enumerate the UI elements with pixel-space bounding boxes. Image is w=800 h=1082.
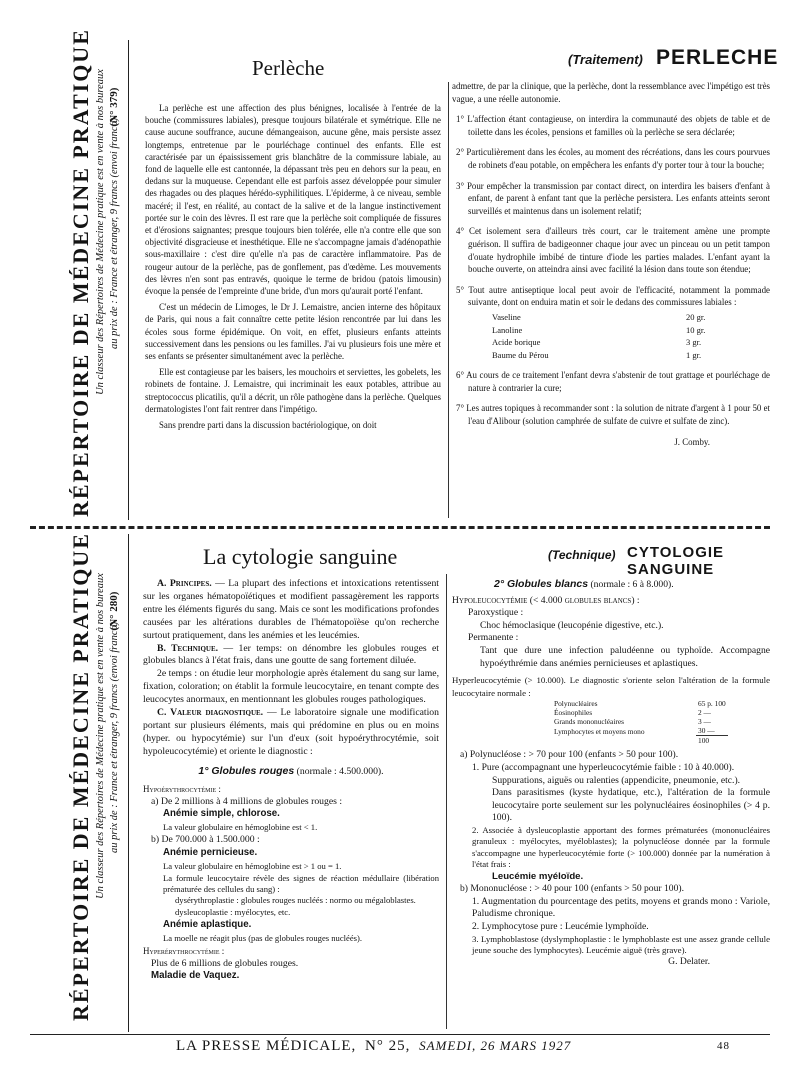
prescription-row [490,324,707,337]
prescription-row [490,311,707,324]
bottom-left-column [143,578,439,983]
percentage: 65 p. 100 [698,699,726,709]
article-title: Perlèche [252,56,325,80]
section-c [143,707,439,759]
section-name: CYTOLOGIE SANGUINE [627,544,725,578]
body-text: 2e temps : on étudie leur morphologie après étalement du sang sur lame, fixation, coloration; on établit la formule leucocytaire, en tenant compte des leucocytes anormaux, en mentionnant les globules rouges pathologiques. [143,668,439,706]
recommendation-item: 3° Pour empêcher la transmission par contact direct, on interdira les baisers d'enfant à enfant, de parent à enfant tant que la perlèche persistera. Les enfants atteints seront surveillés et maintenus dans un isolement relatif; [456,180,770,216]
issue-number: N° 25, [365,1038,411,1054]
top-right-column [452,80,770,448]
heading: C. Valeur diagnostique. [157,707,264,719]
ingredient: Lanoline [492,324,523,335]
diagnosis: Anémie simple, chlorose. [163,808,280,820]
item: Paroxystique : [468,607,524,619]
item: 2. Associée à dysleucoplastie apportant des formes prématurées (mononucléaires granuleux : myélocytes, myéloblastes); la polynucléose donnée par la formule s'accompagne une hyperleucocytémie forte (> 100.000) donnée par la numération à l'état frais : [472,824,770,870]
author-signature: J. Comby. [674,436,710,447]
formula-row [552,726,728,736]
ingredient: Baume du Pérou [492,349,549,360]
ingredient: Vaseline [492,311,521,322]
formula-row [552,699,728,708]
sidebar-title: RÉPERTOIRE DE MÉDECINE PRATIQUE [68,28,93,517]
item: Dans parasitismes (kyste hydatique, etc.), l'altération de la formule leucocytaire porte seulement sur les polynucléaires éosinophiles (> 4 p. 100). [492,787,770,824]
cell-type: Grands mononucléaires [554,717,624,727]
normal-value: (normale : 4.500.000). [296,765,384,777]
item: 1. Pure (accompagnant une hyperleucocytémie faible : 10 à 40.000). [472,761,735,773]
top-card [0,28,800,520]
quantity: 1 gr. [686,349,702,360]
author-signature: G. Delater. [668,956,710,968]
note: La formule leucocytaire révèle des signes de réaction médullaire (libération prématurée des cellules du sang) : [163,872,439,894]
diagnosis: Leucémie myéloïde. [492,870,584,882]
note: La valeur globulaire en hémoglobine est < 1. [163,822,318,833]
heading: B. Technique. [157,642,219,654]
heading: Hypoérythrocytémie : [143,783,221,794]
item: b) Mononucléose : > 40 pour 100 (enfants > 50 pour 100). [460,883,684,895]
heading: Hyperérythrocytémie : [143,945,225,956]
sidebar-subtitle: Un classeur des Répertoires de Médecine pratique est en vente à nos bureaux [95,573,106,899]
leukocyte-formula-table [552,699,728,745]
body-text: — La plupart des infections et intoxications retentissent sur les organes hématopoïétiques et modifient passagèrement les rapports entre les éléments figurés du sang. Mais ce sont les modifications profondes causées par les altérations durables de l'hématopoïèse qu'on recherche surtout pratiquement, dans les anémies et les leucémies. [143,578,439,641]
page-footer [176,1038,770,1055]
item: Suppurations, aiguës ou ralenties (appendicite, pneumonie, etc.). [492,774,741,786]
diagnosis: Anémie pernicieuse. [163,847,258,859]
total: 100 [698,736,710,746]
column-divider [446,574,447,1029]
formula-row [552,717,728,726]
heading: A. Principes. [157,578,212,589]
item: Choc hémoclasique (leucopénie digestive, etc.). [480,619,664,631]
heading: Hyperleucocytémie (> 10.000). Le diagnostic s'oriente selon l'altération de la formule leucocytaire normale : [452,675,770,698]
item: 1. Augmentation du pourcentage des petits, moyens et grands mono : Variole, Paludisme chronique. [472,895,770,920]
formula-row [552,708,728,717]
heading: Hypoleucocytémie (< 4.000 globules blancs) : [452,594,640,606]
subheading [452,578,770,592]
sidebar-subtitle: Un classeur des Répertoires de Médecine pratique est en vente à nos bureaux [95,69,106,395]
sidebar-number: (N° 379) [108,87,120,127]
sidebar-number: (N° 280) [108,591,120,631]
item: a) De 2 millions à 4 millions de globules rouges : [151,795,343,807]
sidebar-subtitle-price: au prix de : France et étranger, 9 francs (envoi franco). [109,115,120,349]
percentage: 3 — [698,717,711,727]
item: Plus de 6 millions de globules rouges. [151,957,299,969]
sidebar-subtitle-price: au prix de : France et étranger, 9 francs (envoi franco). [109,619,120,853]
note: La moelle ne réagit plus (pas de globules rouges nucléés). [163,932,363,943]
recommendation-item: 5° Tout autre antiseptique local peut avoir de l'efficacité, notamment la pommade suivante, dont on enduira matin et soir le dedans des commissures labiales : [456,284,770,308]
recommendation-item: 6° Au cours de ce traitement l'enfant devra s'abstenir de tout grattage et pourléchage de nature à contrarier la cure; [456,370,770,393]
section-tag: (Traitement) [568,52,643,67]
prescription-table [490,311,707,361]
page-number: 48 [717,1040,730,1052]
recommendation-item: 2° Particulièrement dans les écoles, au moment des récréations, dans les cours pourvues de robinets d'eau potable, on empêchera les enfants d'y porter tour à tour la bouche; [456,147,770,170]
cell-type: Polynucléaires [554,699,598,709]
normal-value: (normale : 6 à 8.000). [590,579,674,590]
cut-line [30,526,770,529]
item: Tant que dure une infection paludéenne ou typhoïde. Accompagne hypoéythrémie dans anémies pernicieuses et aplastiques. [480,644,770,669]
paragraph: Sans prendre parti dans la discussion bactériologique, on doit [159,420,377,431]
sidebar-title: RÉPERTOIRE DE MÉDECINE PRATIQUE [68,532,93,1021]
cell-type: Éosinophiles [554,708,593,718]
cell-type: Lymphocytes et moyens mono [554,726,645,736]
paragraph: La perlèche est une affection des plus bénignes, localisée à l'entrée de la bouche (commissures labiales), presque toujours bilatérale et symétrique. Elle ne cause aucune souffrance, aucune démangeaison, aucune gêne, mais persiste assez longtemps, entretenue par le pourléchage continuel des enfants. Elle est caractérisée par un épaississement gris blanchâtre de la commissure labiale, au fond de laquelle elle est cantonnée, la dépassant très peu en dehors sur la peau, en dedans sur la muqueuse. Cependant elle est parfois assez développée pour simuler des rhagades ou des plaques hérédo-syphilitiques. L'épiderme, à ce niveau, semble macéré; il l'est, en réalité, au contact de la salive et de la langue instinctivement portée sur le coin des lèvres. Il est rare que la perlèche soit compliquée de fissures et d'érosions saignantes; presque toujours bien tolérée, elle n'a contre elle que son objectivité disgracieuse et inesthétique. Elle ne s'accompagne jamais d'adénopathie sous-maxillaire : c'est dire qu'elle n'a pas de caractère inflammatoire. Pas de rougeur autour de la perlèche, pas de gonflement, pas d'œdème. Les mouvements des lèvres n'en sont pas entravés, quoique le terme de bridou (patois limousin) évoque la pensée de l'empreinte d'une bride, d'un mors qu'aurait porté l'enfant. [145,103,441,297]
formula-total-row [552,736,728,746]
journal-name: LA PRESSE MÉDICALE, [176,1038,357,1054]
section-b [143,643,439,669]
diagnosis: Anémie aplastique. [163,918,252,930]
note: La valeur globulaire en hémoglobine est > 1 ou = 1. [163,861,342,872]
percentage: 2 — [698,708,711,718]
item: 3. Lymphoblastose (dyslymphoplastie : le lymphoblaste est une assez grande cellule jeune souche des lymphocytes). Leucémie aiguë (très grave). [472,933,770,955]
recommendation-item: 1° L'affection étant contagieuse, on interdira la communauté des objets de table et de toilette dans les écoles, pensions et familles où la perlèche se sera déclarée; [456,114,770,137]
paragraph: C'est un médecin de Limoges, le Dr J. Lemaistre, ancien interne des hôpitaux de Paris, qui nous a fait connaître cette petite lésion rencontrée par lui dans les écoles sous forme épidémique. On voit, en effet, plusieurs enfants atteints successivement dans les pensions ou les familles. J'ai vu plusieurs fois une mère et ses enfants se présenter simultanément avec la perlèche. [145,302,441,362]
quantity: 3 gr. [686,337,702,348]
recommendation-item: 7° Les autres topiques à recommander sont : la solution de nitrate d'argent à 1 pour 50 et l'eau d'Alibour (solution camphrée de sulfate de cuivre et sulfate de zinc). [456,403,770,427]
article-title: La cytologie sanguine [203,544,398,569]
ingredient: Acide borique [492,337,541,348]
heading: 1° Globules rouges [198,764,295,777]
item: b) De 700.000 à 1.500.000 : [151,834,260,846]
bottom-right-column [452,578,770,969]
section-a [143,578,439,643]
top-left-column [145,102,441,431]
paragraph: admettre, de par la clinique, que la perlèche, dont la ressemblance avec l'impétigo est très vague, a une réelle autonomie. [452,81,770,104]
subheading [143,765,439,779]
heading: 2° Globules blancs [494,578,589,590]
quantity: 10 gr. [686,324,706,335]
note: dysleucoplastie : myélocytes, etc. [175,906,291,917]
section-name: PERLECHE [656,46,779,69]
bottom-card [0,534,800,1034]
section-tag: (Technique) [548,548,616,562]
quantity: 20 gr. [686,311,706,322]
recommendation-item: 4° Cet isolement sera d'ailleurs très court, car le traitement amène une prompte guérison. Il suffira de badigeonner chaque jour avec un pinceau ou un petit tampon d'ouate hydrophile imbibé de tinture d'iode les parties malades. L'enfant ayant la bouche ouverte, on atteindra ainsi avec facilité la lésion dans toute son étendue; [456,226,770,275]
column-divider [448,82,449,518]
footer-rule [30,1034,770,1035]
top-sidebar [30,28,129,520]
prescription-row [490,349,707,362]
item: a) Polynucléose : > 70 pour 100 (enfants > 50 pour 100). [460,749,679,761]
item: 2. Lymphocytose pure : Leucémie lymphoïde. [472,920,649,932]
bottom-sidebar [30,534,129,1032]
item: Permanente : [468,632,519,644]
body-text: — 1er temps: on dénombre les globules rouges et globules blancs à l'état frais, dans une goutte de sang fortement diluée. [143,642,439,667]
percentage: 30 — [696,726,728,736]
issue-date: SAMEDI, 26 MARS 1927 [419,1038,572,1053]
body-text: — Le laboratoire signale une modification portant sur plusieurs éléments, mais qui prédomine en plus ou en moins (hyper. ou hypocytémie) sur l'un d'eux (soit hypoérythrocytémie, soit hypoleucocytémie) et oriente le diagnostic : [143,707,439,757]
note: dysérythroplastie : globules rouges nucléés : normo ou mégaloblastes. [175,894,416,905]
diagnosis: Maladie de Vaquez. [151,970,240,982]
prescription-row [490,336,707,349]
paragraph: Elle est contagieuse par les baisers, les mouchoirs et serviettes, les gobelets, les robinets de fontaine. J. Lemaistre, qui incriminait les eaux potables, attribue au streptococcus plicatilis, qu'il a décrit, un rôle pathogène dans la perlèche. Quelques dermatologistes l'ont fait rentrer dans l'impétigo. [145,367,441,414]
